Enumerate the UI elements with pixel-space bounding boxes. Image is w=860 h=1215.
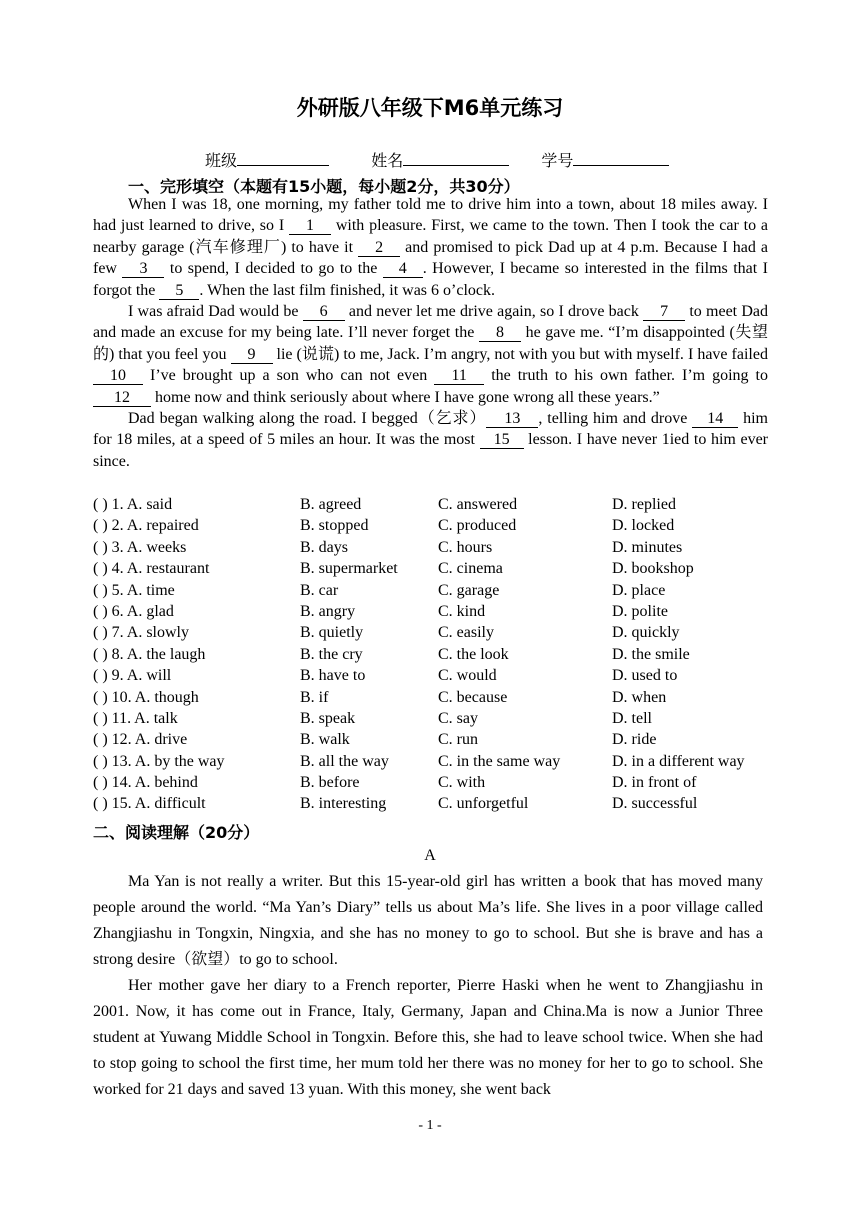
reading-paragraph-2: Her mother gave her diary to a French reporter, Pierre Haski when he went to Zhangjiashu in 2001. Now, it has come out in France, Italy, Germany, Japan and China.Ma is now a Junior Three student at Yuwang Middle School in Tongxin. Before this, she had to leave school twice. When she had to stop going to school the first time, her mum told her there was no money for her to go to school. She worked for 21 days and saved 13 yuan. With this money, she went back <box>93 977 763 1098</box>
cloze-options-list <box>93 494 793 815</box>
question-row: ( ) 2. A. repaired B. stopped C. produced D. locked <box>93 517 675 535</box>
question-row: ( ) 10. A. though B. if C. because D. when <box>93 688 667 706</box>
blank-13: 13 <box>486 410 538 428</box>
question-row: ( ) 1. A. said B. agreed C. answered D. replied <box>93 496 676 513</box>
blank-9: 9 <box>231 346 273 364</box>
question-row: ( ) 13. A. by the way B. all the way C. in the same way D. in a different way <box>93 752 745 770</box>
reading-paragraph-1: Ma Yan is not really a writer. But this 15-year-old girl has written a book that has moved many people around the world. “Ma Yan’s Diary” tells us about Ma’s life. She lives in a poor village called Zhangjiashu in Tongxin, Ningxia, and she has no money to go to school. But she is brave and has a strong desire（欲望）to go to school. <box>93 873 763 968</box>
name-label: 姓名 <box>371 151 404 170</box>
blank-10: 10 <box>93 367 143 385</box>
blank-2: 2 <box>358 239 400 257</box>
cloze-paragraph-1: When I was 18, one morning, my father told me to drive him into a town, about 18 miles away. I had just learned to drive, so I 1 with pleasure. First, we came to the town. Then I took the car to a nearby garage (汽车修理厂) to have it 2 and promised to pick Dad up at 4 p.m. Because I had a few 3 to spend, I decided to go to the 4 . However, I became so interested in the films that I forgot the 5 . When the last film finished, it was 6 o’clock. <box>93 196 768 299</box>
question-row: ( ) 14. A. behind B. before C. with D. in front of <box>93 774 697 792</box>
blank-6: 6 <box>303 303 345 321</box>
id-label: 学号 <box>541 151 574 170</box>
blank-11: 11 <box>434 367 484 385</box>
question-row: ( ) 15. A. difficult B. interesting C. unforgetful D. successful <box>93 795 698 813</box>
student-info-line <box>205 148 669 171</box>
name-blank <box>403 149 509 166</box>
class-label: 班级 <box>205 151 238 170</box>
passage-label: A <box>424 847 436 864</box>
section2-heading: 二、阅读理解（20分） <box>93 823 260 842</box>
blank-15: 15 <box>480 431 524 449</box>
cloze-passage <box>93 194 768 472</box>
blank-8: 8 <box>479 324 521 342</box>
section1-heading: 一、完形填空（本题有15小题，每小题2分，共30分） <box>128 177 520 196</box>
blank-7: 7 <box>643 303 685 321</box>
question-row: ( ) 5. A. time B. car C. garage D. place <box>93 581 666 599</box>
cloze-paragraph-3: Dad began walking along the road. I begged（乞求） 13 , telling him and drove 14 him for 18 miles, at a speed of 5 miles an hour. It was the most 15 lesson. I have never 1ied to him ever since. <box>93 410 769 470</box>
class-blank <box>237 149 329 166</box>
question-row: ( ) 12. A. drive B. walk C. run D. ride <box>93 731 657 749</box>
question-row: ( ) 8. A. the laugh B. the cry C. the look D. the smile <box>93 645 690 663</box>
question-row: ( ) 3. A. weeks B. days C. hours D. minutes <box>93 538 683 556</box>
blank-4: 4 <box>383 260 423 278</box>
question-row: ( ) 9. A. will B. have to C. would D. used to <box>93 667 678 685</box>
page-title: 外研版八年级下M6单元练习 <box>296 96 564 120</box>
blank-12: 12 <box>93 389 151 407</box>
reading-passage-a <box>93 869 763 1103</box>
question-row: ( ) 6. A. glad B. angry C. kind D. polite <box>93 602 668 620</box>
blank-5: 5 <box>159 282 199 300</box>
question-row: ( ) 4. A. restaurant B. supermarket C. cinema D. bookshop <box>93 560 694 578</box>
id-blank <box>573 149 669 166</box>
blank-14: 14 <box>692 410 738 428</box>
page-number: - 1 - <box>418 1118 442 1133</box>
cloze-paragraph-2: I was afraid Dad would be 6 and never let me drive again, so I drove back 7 to meet Dad and made an excuse for my being late. I’ll never forget the 8 he gave me. “I’m disappointed (失望的) that you feel you 9 lie (说谎) to me, Jack. I’m angry, not with you but with myself. I have failed 10 I’ve brought up a son who can not even 11 the truth to his own father. I’m going to 12 home now and think seriously about where I have gone wrong all these years.” <box>93 303 768 406</box>
question-row: ( ) 7. A. slowly B. quietly C. easily D. quickly <box>93 624 680 642</box>
question-row: ( ) 11. A. talk B. speak C. say D. tell <box>93 709 652 727</box>
blank-3: 3 <box>122 260 164 278</box>
blank-1: 1 <box>289 217 331 235</box>
